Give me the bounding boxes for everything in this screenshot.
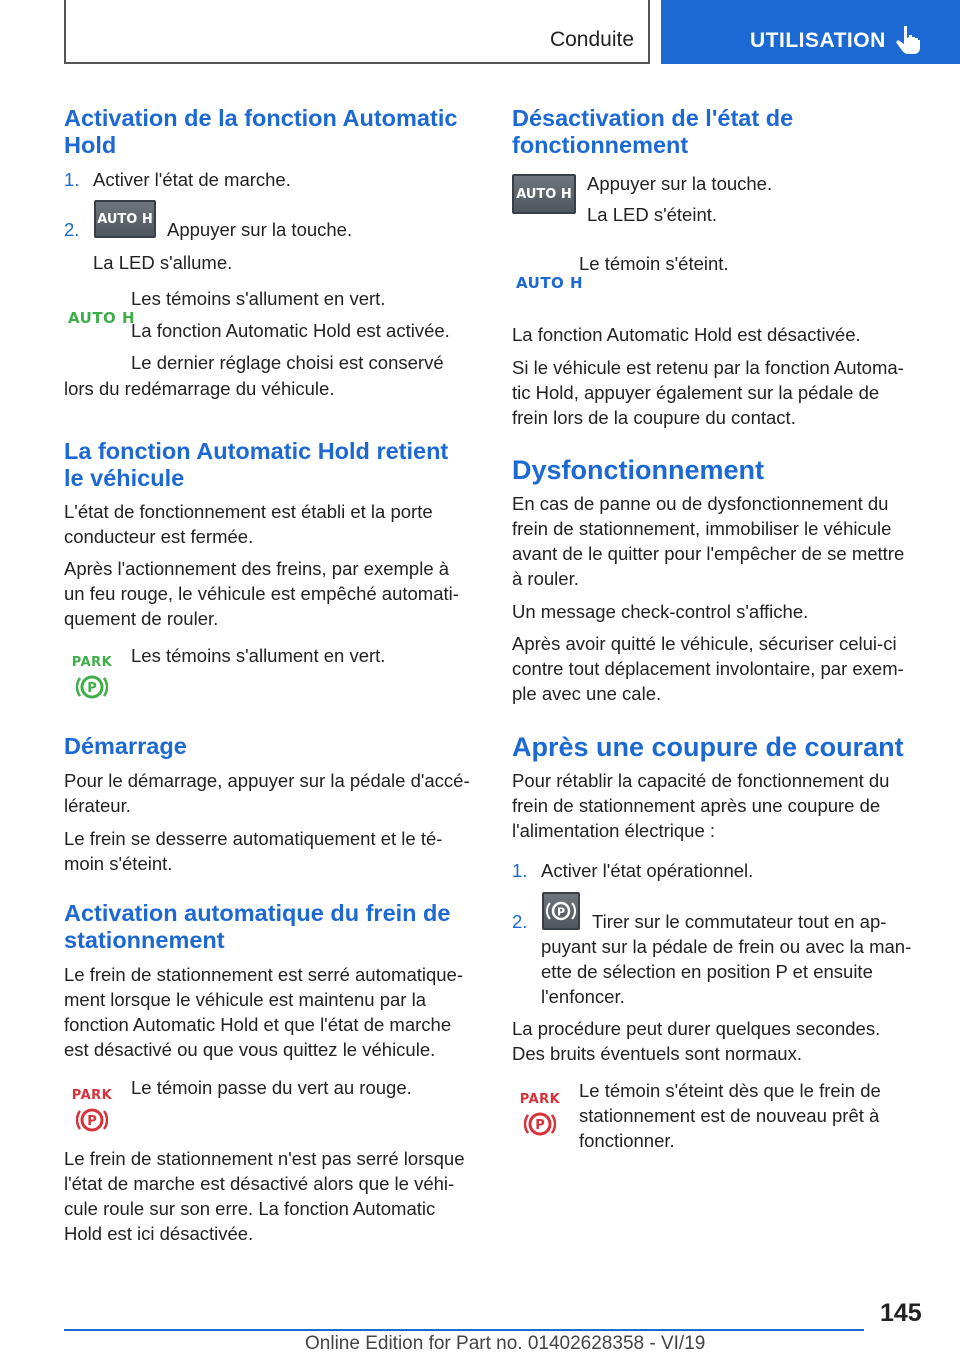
heading-activation-automatic-hold: Activation de la fonction Automatic Hold: [64, 105, 458, 158]
paragraph: Après avoir quitté le véhicule, sécuriser celui-ci contre tout déplacement involontaire, par exem‐ ple avec une cale.: [512, 633, 904, 704]
header-chapter-tab: [661, 0, 960, 64]
paragraph: lors du redémarrage du véhicule.: [64, 378, 335, 399]
step-1-text: Activer l'état opérationnel.: [541, 860, 754, 881]
paragraph: L'état de fonctionnement est établi et la porte conducteur est fermée.: [64, 501, 433, 547]
indicator-text: Les témoins s'allument en vert.: [131, 288, 386, 309]
footer-edition: Online Edition for Part no. 01402628358 - VI/19: [305, 1333, 706, 1354]
auto-h-button-icon: AUTO H: [512, 174, 576, 214]
svg-text:P: P: [556, 905, 566, 919]
indicator-text: Les témoins s'allument en vert.: [131, 645, 386, 666]
page-number: 145: [880, 1299, 922, 1327]
park-green-indicator-icon: PARK P: [71, 655, 113, 696]
step-2-text: Tirer sur le commutateur tout en ap‐: [592, 911, 887, 932]
heading-power-outage: Après une coupure de courant: [512, 732, 904, 762]
heading-deactivation: Désactivation de l'état de fonctionnement: [512, 105, 794, 158]
button-text: Appuyer sur la touche.: [587, 173, 773, 194]
step-2-continuation: puyant sur la pédale de frein ou avec la man‐ ette de sélection en position P et ensuite l'enfoncer.: [541, 936, 912, 1007]
paragraph: Pour rétablir la capacité de fonctionnement du frein de stationnement après une coupure de l'alimentation électrique :: [512, 770, 890, 841]
svg-text:P: P: [535, 1118, 545, 1133]
park-red-indicator-icon: PARK P: [519, 1092, 561, 1133]
svg-text:P: P: [87, 1114, 97, 1129]
header-section-box: [64, 0, 650, 64]
paragraph: Le frein de stationnement n'est pas serré lorsque l'état de marche est désactivé alors que le véhi‐ cule roule sur son erre. La fonction Automatic Hold est ici désactivée.: [64, 1148, 465, 1244]
list-number: 1.: [512, 860, 528, 881]
step-1-text: Activer l'état de marche.: [93, 169, 291, 190]
list-number: 1.: [64, 169, 80, 190]
paragraph: Si le véhicule est retenu par la fonction Automa‐ tic Hold, appuyer également sur la pédale de frein lors de la coupure du contact.: [512, 357, 904, 428]
heading-dysfonctionnement: Dysfonctionnement: [512, 455, 765, 485]
step-2-led-text: La LED s'allume.: [93, 252, 233, 273]
paragraph: La procédure peut durer quelques secondes. Des bruits éventuels sont normaux.: [512, 1018, 881, 1064]
paragraph: Le frein se desserre automatiquement et le té‐ moin s'éteint.: [64, 828, 443, 874]
step-2-text: Appuyer sur la touche.: [167, 219, 353, 240]
indicator-text: Le témoin passe du vert au rouge.: [131, 1077, 412, 1098]
indicator-text: Le témoin s'éteint.: [579, 253, 729, 274]
auto-h-blue-indicator-icon: AUTO H: [516, 274, 584, 292]
svg-text:P: P: [87, 681, 97, 696]
heading-automatic-parking-brake: Activation automatique du frein de stationnement: [64, 900, 451, 953]
paragraph: La fonction Automatic Hold est désactivée.: [512, 324, 861, 345]
header-section-title: Conduite: [549, 28, 634, 51]
auto-h-indicator-icon: AUTO H: [68, 309, 136, 327]
heading-automatic-hold-retains: La fonction Automatic Hold retient le véhicule: [64, 438, 449, 491]
paragraph: Après l'actionnement des freins, par exemple à un feu rouge, le véhicule est empêché automati‐ quement de rouler.: [64, 558, 459, 629]
indicator-text: La fonction Automatic Hold est activée.: [131, 320, 450, 341]
header-chapter-title: UTILISATION: [750, 29, 886, 52]
heading-demarrage: Démarrage: [64, 733, 187, 759]
park-red-indicator-icon: PARK P: [71, 1088, 113, 1129]
footer-divider: [64, 1329, 864, 1331]
list-number: 2.: [64, 219, 80, 240]
button-text: La LED s'éteint.: [587, 204, 718, 225]
auto-h-button-icon: AUTO H: [94, 200, 156, 238]
indicator-text: Le dernier réglage choisi est conservé: [131, 352, 444, 373]
paragraph: Le frein de stationnement est serré automatique‐ ment lorsque le véhicule est maintenu par la fonction Automatic Hold et que l'état de marche est désactivé ou que vous quittez le véhicule.: [64, 964, 464, 1060]
paragraph: Pour le démarrage, appuyer sur la pédale d'accé‐ lérateur.: [64, 770, 470, 816]
indicator-text: Le témoin s'éteint dès que le frein de stationnement est de nouveau prêt à fonctionner.: [579, 1080, 881, 1151]
paragraph: En cas de panne ou de dysfonctionnement du frein de stationnement, immobiliser le véhicule avant de le quitter pour l'empêcher de se mettre à rouler.: [512, 493, 905, 589]
list-number: 2.: [512, 911, 528, 932]
hand-pointer-icon: [895, 24, 923, 56]
parking-brake-switch-icon: [542, 892, 580, 930]
paragraph: Un message check-control s'affiche.: [512, 601, 809, 622]
